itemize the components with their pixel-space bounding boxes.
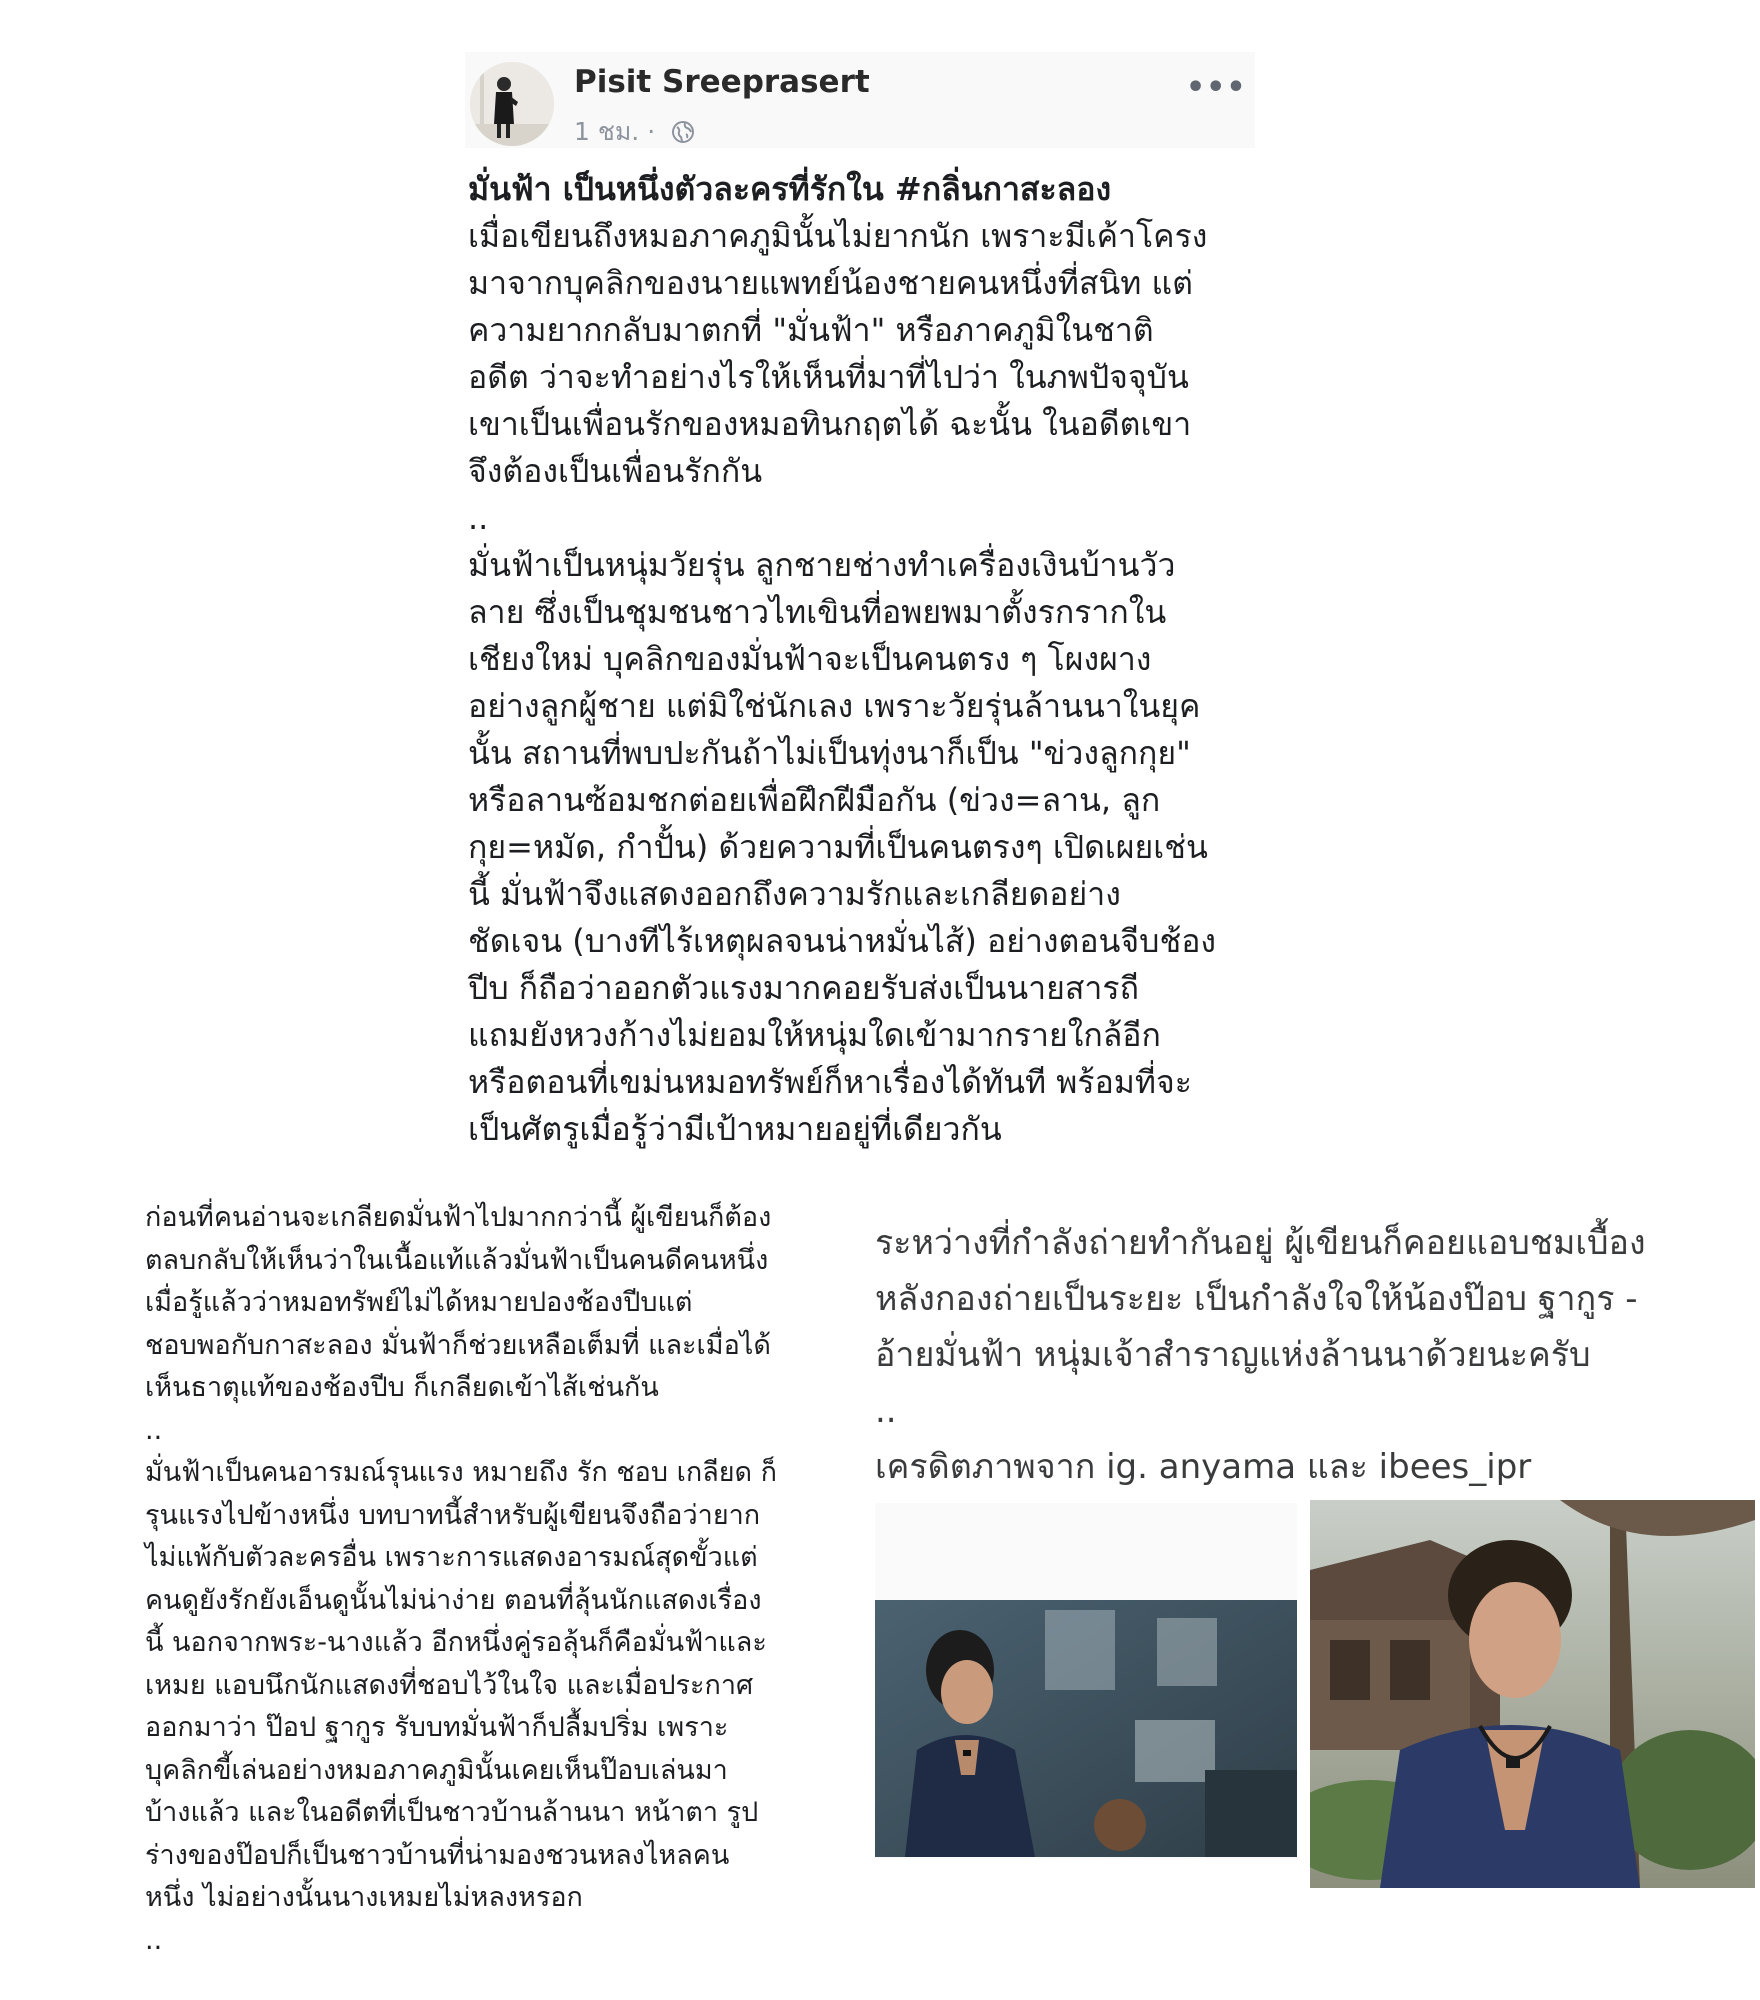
post-time[interactable]: 1 ชม. [574, 117, 640, 146]
post-line: อย่างลูกผู้ชาย แต่มิใช่นักเลง เพราะวัยรุ่นล้านนาในยุค [468, 687, 1201, 725]
post-meta [574, 112, 695, 152]
left-line: รุนแรงไปข้างหนึ่ง บทบาทนี้สำหรับผู้เขียนจึงถือว่ายาก [145, 1499, 761, 1531]
post-line: ปีบ ก็ถือว่าออกตัวแรงมากคอยรับส่งเป็นนายสารถี [468, 969, 1139, 1007]
left-line: เมื่อรู้แล้วว่าหมอทรัพย์ไม่ได้หมายปองช้องปีบแต่ [145, 1287, 693, 1318]
left-line: ร่างของป๊อปก็เป็นชาวบ้านที่น่ามองชวนหลงไหลคน [145, 1839, 730, 1871]
right-column-text [875, 1215, 1715, 1495]
left-line: คนดูยังรักยังเอ็นดูนั้นไม่น่าง่าย ตอนที่ลุ้นนักแสดงเรื่อง [145, 1584, 762, 1616]
photo-credit: เครดิตภาพจาก ig. anyama และ ibees_ipr [875, 1447, 1532, 1487]
left-line: .. [145, 1924, 163, 1956]
right-line: อ้ายมั่นฟ้า หนุ่มเจ้าสำราญแห่งล้านนาด้วยนะครับ [875, 1335, 1591, 1375]
post-line: มั่นฟ้า เป็นหนึ่งตัวละครที่รักใน #กลิ่นกาสะลอง [468, 170, 1112, 208]
post-line: จึงต้องเป็นเพื่อนรักกัน [468, 452, 763, 490]
post-line: ความยากกลับมาตกที่ "มั่นฟ้า" หรือภาคภูมิในชาติ [468, 311, 1154, 349]
left-line: หนึ่ง ไม่อย่างนั้นนางเหมยไม่หลงหรอก [145, 1882, 583, 1913]
meta-separator: · [647, 117, 656, 146]
avatar[interactable] [470, 62, 554, 146]
post-line: นี้ มั่นฟ้าจึงแสดงออกถึงความรักและเกลียดอย่าง [468, 875, 1121, 913]
post-body [468, 166, 1248, 1153]
post-line: นั้น สถานที่พบปะกันถ้าไม่เป็นทุ่งนาก็เป็น "ข่วงลูกกุย" [468, 734, 1191, 772]
actor-photo-indoor-image [875, 1600, 1297, 1857]
avatar-photo [470, 62, 554, 146]
author-name[interactable]: Pisit Sreeprasert [574, 64, 870, 100]
post-line: หรือลานซ้อมชกต่อยเพื่อฝึกฝีมือกัน (ข่วง=ลาน, ลูก [468, 781, 1161, 819]
post-line: เชียงใหม่ บุคลิกของมั่นฟ้าจะเป็นคนตรง ๆ โผงผาง [468, 640, 1152, 678]
left-line: มั่นฟ้าเป็นคนอารมณ์รุนแรง หมายถึง รัก ชอบ เกลียด ก็ [145, 1457, 778, 1488]
left-line: เหมย แอบนึกนักแสดงที่ชอบไว้ในใจ และเมื่อประกาศ [145, 1669, 754, 1701]
post-line: มาจากบุคลิกของนายแพทย์น้องชายคนหนึ่งที่สนิท แต่ [468, 264, 1193, 302]
post-line: ชัดเจน (บางทีไร้เหตุผลจนน่าหมั่นไส้) อย่างตอนจีบช้อง [468, 922, 1217, 960]
left-line: บุคลิกขี้เล่นอย่างหมอภาคภูมินั้นเคยเห็นป๊อบเล่นมา [145, 1754, 728, 1786]
right-line: .. [875, 1391, 897, 1431]
right-line: หลังกองถ่ายเป็นระยะ เป็นกำลังใจให้น้องป๊อบ ฐากูร - [875, 1279, 1638, 1319]
left-column-text [145, 1197, 835, 1962]
post-line: เขาเป็นเพื่อนรักของหมอทินกฤตได้ ฉะนั้น ในอดีตเขา [468, 405, 1192, 443]
left-line: ก่อนที่คนอ่านจะเกลียดมั่นฟ้าไปมากกว่านี้ ผู้เขียนก็ต้อง [145, 1202, 772, 1233]
left-line: ไม่แพ้กับตัวละครอื่น เพราะการแสดงอารมณ์สุดขั้วแต่ [145, 1542, 758, 1573]
post-line: กุย=หมัด, กำปั้น) ด้วยความที่เป็นคนตรงๆ เปิดเผยเช่น [468, 828, 1208, 866]
left-line: บ้างแล้ว และในอดีตที่เป็นชาวบ้านล้านนา หน้าตา รูป [145, 1797, 759, 1828]
post-line: มั่นฟ้าเป็นหนุ่มวัยรุ่น ลูกชายช่างทำเครื่องเงินบ้านวัว [468, 546, 1176, 584]
right-line: ระหว่างที่กำลังถ่ายทำกันอยู่ ผู้เขียนก็คอยแอบชมเบื้อง [875, 1223, 1646, 1263]
actor-photo-outdoor[interactable] [1310, 1500, 1755, 1888]
actor-photo-outdoor-image [1310, 1500, 1755, 1888]
left-line: ชอบพอกับกาสะลอง มั่นฟ้าก็ช่วยเหลือเต็มที่ และเมื่อได้ [145, 1329, 771, 1361]
post-line: อดีต ว่าจะทำอย่างไรให้เห็นที่มาที่ไปว่า ในภพปัจจุบัน [468, 358, 1189, 396]
left-line: เห็นธาตุแท้ของช้องปีบ ก็เกลียดเข้าไส้เช่นกัน [145, 1372, 659, 1403]
post-line: หรือตอนที่เขม่นหมอทรัพย์ก็หาเรื่องได้ทันที พร้อมที่จะ [468, 1063, 1192, 1101]
post-line: เมื่อเขียนถึงหมอภาคภูมินั้นไม่ยากนัก เพราะมีเค้าโครง [468, 217, 1208, 255]
post-line: เป็นศัตรูเมื่อรู้ว่ามีเป้าหมายอยู่ที่เดียวกัน [468, 1110, 1002, 1148]
globe-icon [671, 120, 695, 144]
more-options-icon[interactable]: ••• [1186, 70, 1247, 105]
post-line: ลาย ซึ่งเป็นชุมชนชาวไทเขินที่อพยพมาตั้งรกรากใน [468, 593, 1167, 631]
left-line: ออกมาว่า ป๊อป ฐากูร รับบทมั่นฟ้าก็ปลื้มปริ่ม เพราะ [145, 1712, 729, 1743]
left-line: ตลบกลับให้เห็นว่าในเนื้อแท้แล้วมั่นฟ้าเป็นคนดีคนหนึ่ง [145, 1244, 769, 1276]
actor-photo-indoor[interactable] [875, 1600, 1297, 1857]
left-line: นี้ นอกจากพระ-นางแล้ว อีกหนึ่งคู่รอลุ้นก็คือมั่นฟ้าและ [145, 1627, 767, 1658]
post-line: .. [468, 499, 489, 537]
left-line: .. [145, 1414, 163, 1446]
post-line: แถมยังหวงก้างไม่ยอมให้หนุ่มใดเข้ามากรายใกล้อีก [468, 1016, 1161, 1054]
